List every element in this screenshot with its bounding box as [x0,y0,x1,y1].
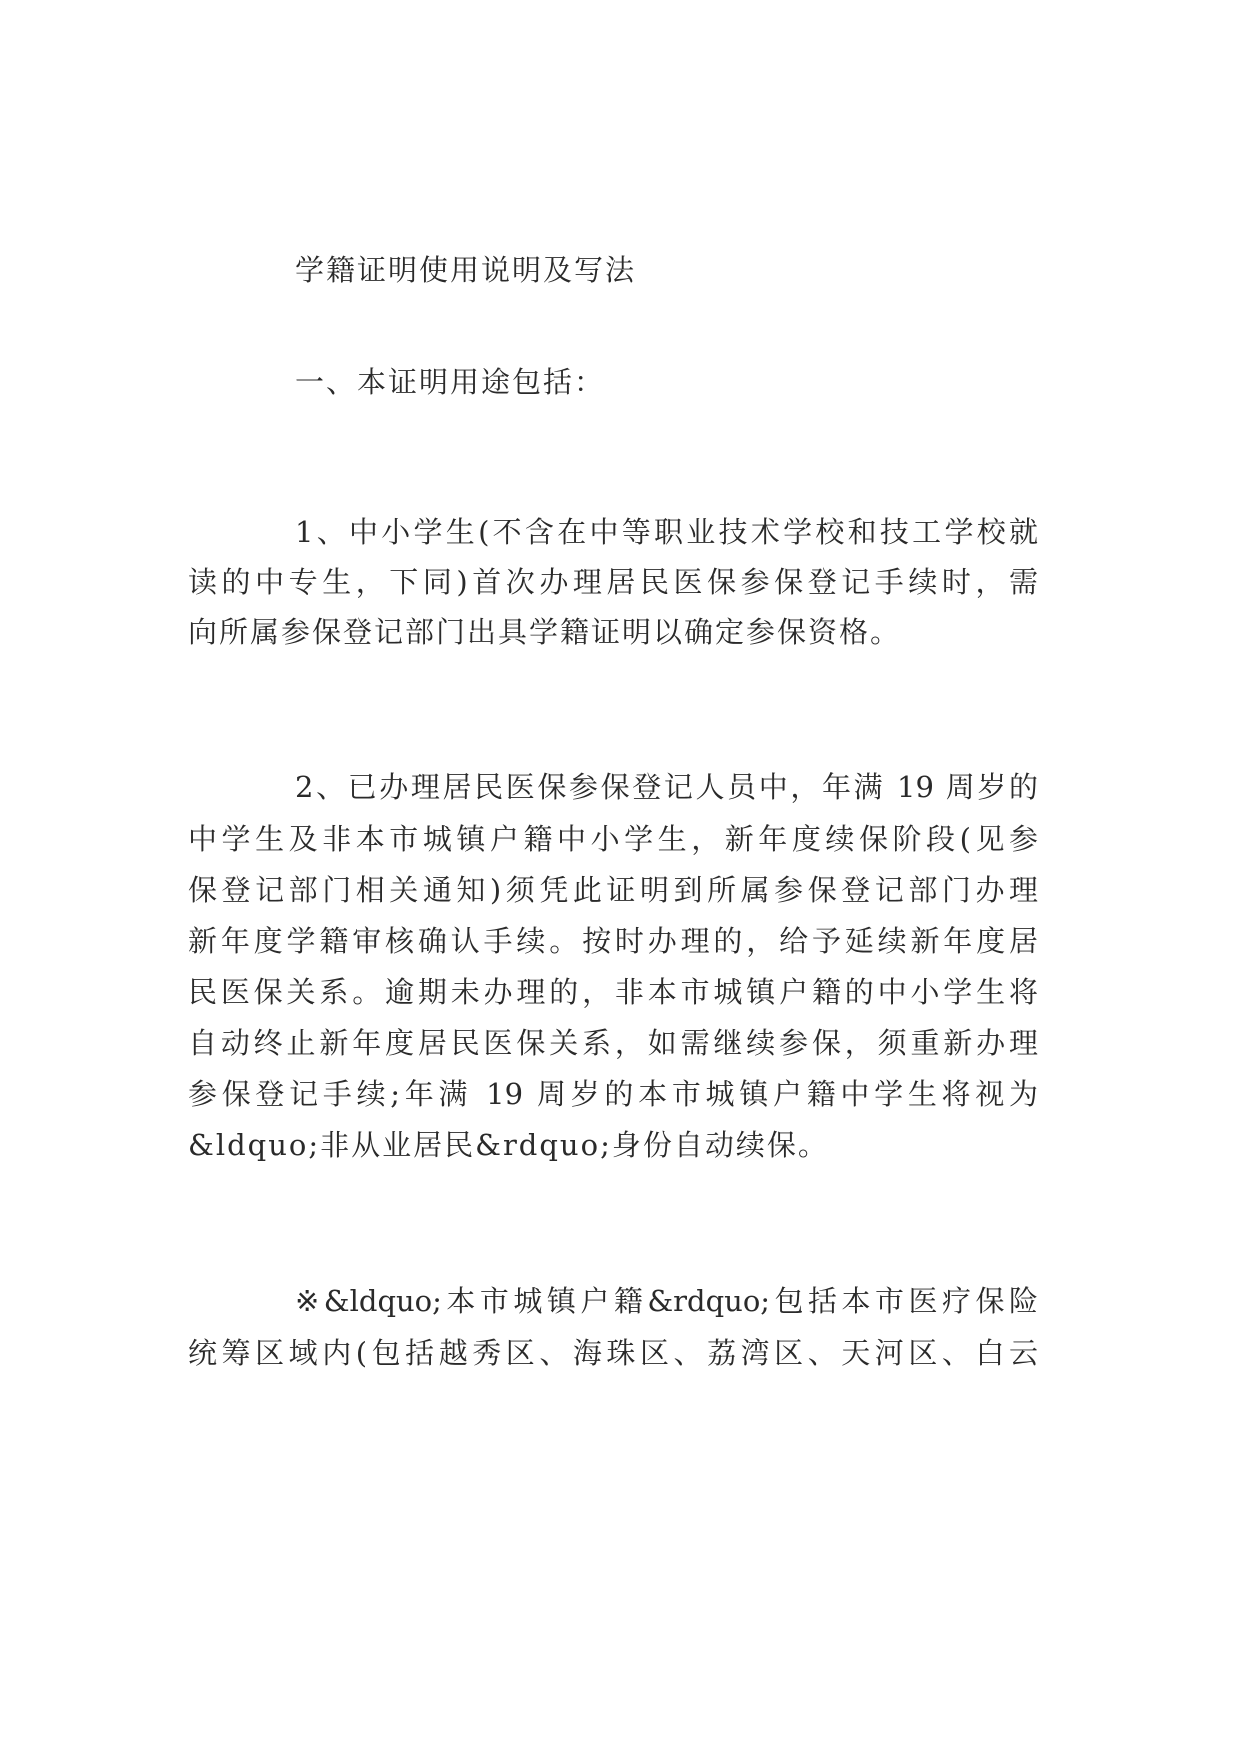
paragraph-2-line: 中学生及非本市城镇户籍中小学生，新年度续保阶段(见参 [188,822,1038,856]
paragraph-2-line: 2、已办理居民医保参保登记人员中，年满 19 周岁的 [295,770,1038,804]
paragraph-2-line: &ldquo;非从业居民&rdquo;身份自动续保。 [188,1128,829,1162]
paragraph-2-line: 民医保关系。逾期未办理的，非本市城镇户籍的中小学生将 [188,975,1038,1009]
section-heading: 一、本证明用途包括： [295,365,606,399]
paragraph-2-line: 自动终止新年度居民医保关系，如需继续参保，须重新办理 [188,1026,1038,1060]
paragraph-2-line: 参保登记手续;年满 19 周岁的本市城镇户籍中学生将视为 [188,1077,1038,1111]
paragraph-2-line: 保登记部门相关通知)须凭此证明到所属参保登记部门办理 [188,873,1038,907]
paragraph-1-line: 读的中专生，下同)首次办理居民医保参保登记手续时，需 [188,565,1038,599]
paragraph-3-line: 统筹区域内(包括越秀区、海珠区、荔湾区、天河区、白云 [188,1336,1038,1370]
paragraph-2-line: 新年度学籍审核确认手续。按时办理的，给予延续新年度居 [188,924,1038,958]
document-title: 学籍证明使用说明及写法 [295,253,637,287]
paragraph-1-line: 向所属参保登记部门出具学籍证明以确定参保资格。 [188,615,902,649]
paragraph-3-line: ※&ldquo;本市城镇户籍&rdquo;包括本市医疗保险 [295,1284,1038,1318]
paragraph-1-line: 1、中小学生(不含在中等职业技术学校和技工学校就 [295,515,1038,549]
